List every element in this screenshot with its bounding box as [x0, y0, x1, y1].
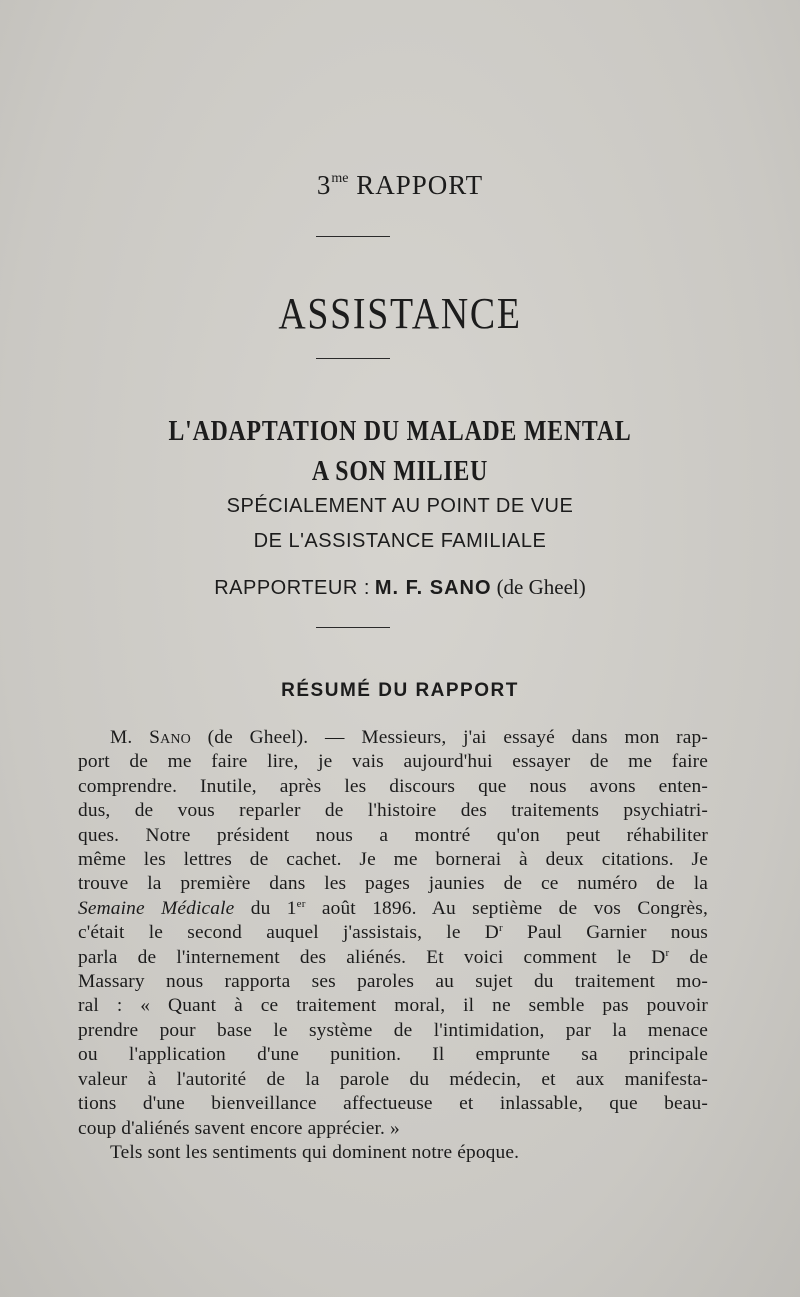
- text-line: [78, 946, 708, 970]
- subtitle-line: SPÉCIALEMENT AU POINT DE VUE: [226, 495, 574, 517]
- rapporteur-place: (de Gheel): [496, 575, 586, 599]
- text-fragment: c'était le second auquel j'assistais, le D: [78, 922, 499, 944]
- text-line: tions d'une bienveillance affectueuse et inlassable, que beau-: [78, 1093, 708, 1115]
- text-line: [78, 921, 708, 945]
- speaker-name: Sano: [149, 727, 191, 748]
- text-fragment: de: [669, 946, 708, 968]
- text-line: même les lettres de cachet. Je me bornerai à deux citations. Je: [78, 849, 708, 871]
- divider-rule: [316, 358, 390, 359]
- rapporteur-label: RAPPORTEUR :: [214, 577, 370, 599]
- body-paragraph: [78, 726, 708, 1165]
- text-line: [78, 897, 708, 921]
- subtitle-line: A SON MILIEU: [311, 455, 489, 487]
- text-line: dus, de vous reparler de l'histoire des traitements psychiatri-: [78, 800, 708, 822]
- divider-rule: [316, 627, 390, 628]
- text-fragment: Paul Garnier nous: [502, 922, 709, 944]
- subtitle-line: L'ADAPTATION DU MALADE MENTAL: [168, 415, 632, 447]
- rapporteur-line: [0, 575, 800, 600]
- text-line: port de me faire lire, je vais aujourd'hui essayer de me faire: [78, 751, 708, 773]
- text-line: [78, 726, 708, 750]
- text-line: valeur à l'autorité de la parole du médecin, et aux manifesta-: [78, 1068, 708, 1090]
- report-label: RAPPORT: [356, 170, 484, 200]
- text-line: trouve la première dans les pages jaunies de ce numéro de la: [78, 873, 708, 895]
- report-number: 3: [316, 170, 332, 200]
- text-fragment: M.: [110, 727, 150, 748]
- text-line: Tels sont les sentiments qui dominent notre époque.: [110, 1141, 520, 1163]
- superscript: r: [498, 922, 503, 935]
- text-line: ou l'application d'une punition. Il emprunte sa principale: [78, 1044, 708, 1066]
- report-number-suffix: me: [331, 171, 349, 186]
- text-line: comprendre. Inutile, après les discours que nous avons enten-: [78, 775, 708, 797]
- text-fragment: (de Gheel). — Messieurs, j'ai essayé dans mon rap-: [190, 727, 708, 748]
- report-number-heading: [0, 170, 800, 201]
- text-fragment: du 1: [234, 897, 297, 919]
- superscript: r: [665, 946, 670, 959]
- text-line: ques. Notre président nous a montré qu'on peut réhabiliter: [78, 824, 708, 846]
- text-fragment: parla de l'internement des aliénés. Et voici comment le D: [78, 946, 666, 968]
- text-line: prendre pour base le système de l'intimidation, par la menace: [78, 1019, 708, 1041]
- rapporteur-name: M. F. SANO: [374, 577, 492, 599]
- text-line: coup d'aliénés savent encore apprécier. »: [78, 1117, 400, 1139]
- text-line: Massary nous rapporta ses paroles au sujet du traitement mo-: [78, 971, 708, 993]
- section-title: RÉSUMÉ DU RAPPORT: [281, 680, 519, 701]
- text-line: ral : « Quant à ce traitement moral, il ne semble pas pouvoir: [78, 995, 708, 1017]
- subtitle-line: DE L'ASSISTANCE FAMILIALE: [253, 530, 547, 552]
- main-title: ASSISTANCE: [278, 289, 522, 338]
- divider-rule: [316, 236, 390, 237]
- publication-title: Semaine Médicale: [78, 897, 235, 919]
- text-fragment: août 1896. Au septième de vos Congrès,: [305, 897, 709, 919]
- superscript: er: [296, 897, 306, 910]
